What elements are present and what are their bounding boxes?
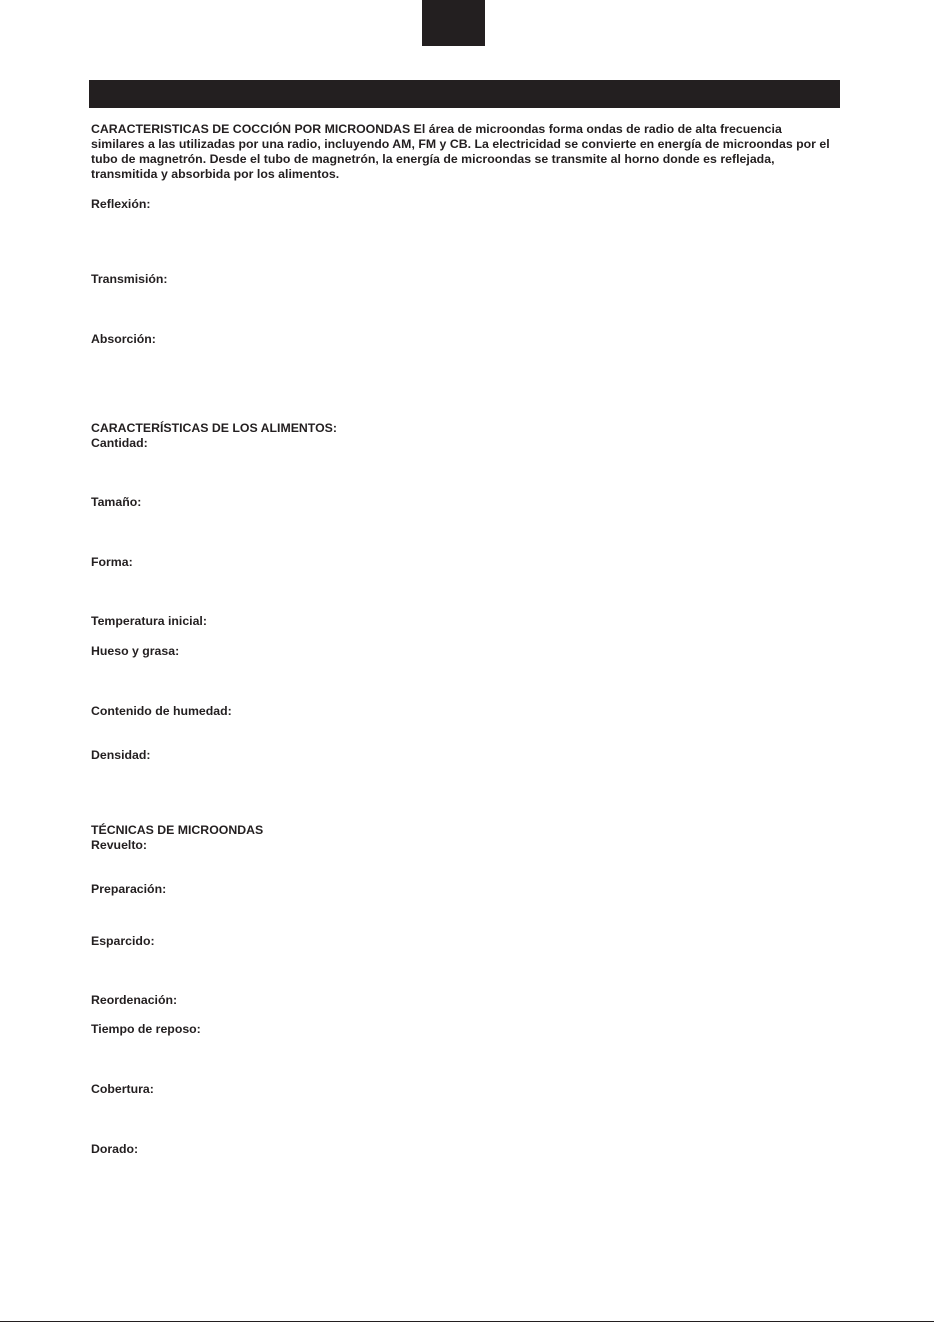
heading-food-characteristics: CARACTERÍSTICAS DE LOS ALIMENTOS: xyxy=(91,421,337,435)
label-forma: Forma: xyxy=(91,555,133,569)
label-revuelto: Revuelto: xyxy=(91,838,148,852)
label-tamano: Tamaño: xyxy=(91,495,142,509)
label-hueso-grasa: Hueso y grasa: xyxy=(91,644,180,658)
label-dorado: Dorado: xyxy=(91,1142,139,1156)
label-preparacion: Preparación: xyxy=(91,882,167,896)
label-esparcido: Esparcido: xyxy=(91,934,155,948)
label-cantidad: Cantidad: xyxy=(91,436,148,450)
page-tab-marker xyxy=(422,0,485,46)
intro-paragraph: CARACTERISTICAS DE COCCIÓN POR MICROONDAS El área de microondas forma ondas de radio de alta frecuencia similares a las utilizadas por una radio, incluyendo AM, FM y CB. La electricidad se convierte en energía de microondas por el tubo de magnetrón. Desde el tubo de magnetrón, la energía de microondas se transmite al horno donde es reflejada, transmitida y absorbida por los alimentos. xyxy=(91,122,830,181)
section-header-bar xyxy=(89,80,840,108)
label-temperatura-inicial: Temperatura inicial: xyxy=(91,614,207,628)
label-transmision: Transmisión: xyxy=(91,272,168,286)
label-contenido-humedad: Contenido de humedad: xyxy=(91,704,232,718)
label-reflexion: Reflexión: xyxy=(91,197,151,211)
label-densidad: Densidad: xyxy=(91,748,151,762)
label-reordenacion: Reordenación: xyxy=(91,993,178,1007)
bottom-rule xyxy=(0,1321,934,1322)
label-tiempo-reposo: Tiempo de reposo: xyxy=(91,1022,201,1036)
label-cobertura: Cobertura: xyxy=(91,1082,154,1096)
label-absorcion: Absorción: xyxy=(91,332,156,346)
heading-techniques: TÉCNICAS DE MICROONDAS xyxy=(91,823,264,837)
